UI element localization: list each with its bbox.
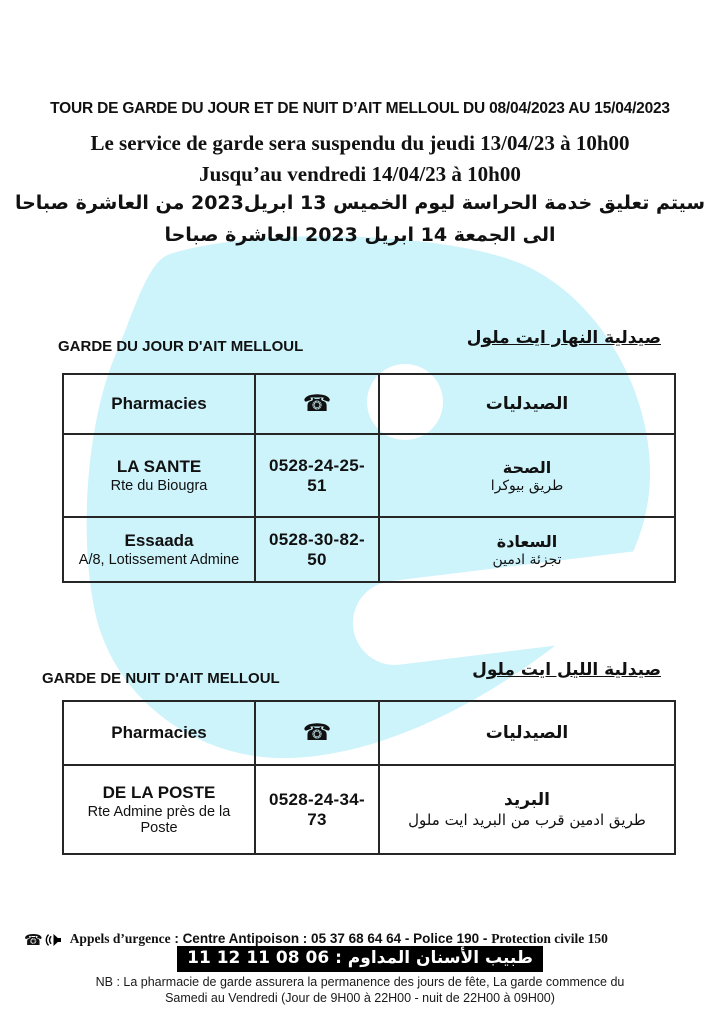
suspension-notice-ar-line1: سيتم تعليق خدمة الحراسة ليوم الخميس 13 ابريل2023 من العاشرة صباحا bbox=[14, 192, 706, 214]
day-guard-table bbox=[62, 373, 676, 583]
pharmacy-name: LA SANTE bbox=[116, 457, 202, 476]
table-row bbox=[63, 434, 675, 517]
suspension-notice-fr-line2: Jusqu’au vendredi 14/04/23 à 10h00 bbox=[199, 162, 521, 186]
pharmacy-address: Rte du Biougra bbox=[110, 478, 208, 494]
emergency-civil-protection: Protection civile 150 bbox=[491, 931, 608, 946]
night-section-title-fr: GARDE DE NUIT D'AIT MELLOUL bbox=[42, 670, 280, 687]
night-table-header-row bbox=[63, 701, 675, 765]
page-title: TOUR DE GARDE DU JOUR ET DE NUIT D’AIT MELLOUL DU 08/04/2023 AU 15/04/2023 bbox=[50, 100, 670, 117]
pharmacy-phone: 0528-30-82-50 bbox=[255, 517, 379, 582]
loudspeaker-icon bbox=[45, 933, 62, 947]
column-header-pharmacies: Pharmacies bbox=[63, 374, 255, 434]
pharmacy-name-ar: البريد bbox=[504, 790, 550, 810]
pharmacy-cell bbox=[63, 765, 255, 854]
column-header-pharmacies-ar: الصيدليات bbox=[379, 701, 675, 765]
suspension-notice-fr-line1: Le service de garde sera suspendu du jeudi 13/04/23 à 10h00 bbox=[90, 131, 630, 155]
dentist-on-duty-banner: طبيب الأسنان المداوم : 06 08 11 12 11 bbox=[177, 946, 543, 972]
column-header-pharmacies: Pharmacies bbox=[63, 701, 255, 765]
table-row bbox=[63, 517, 675, 582]
pharmacy-address-ar: طريق ادمين قرب من البريد ايت ملول bbox=[408, 811, 646, 829]
dentist-banner-wrap bbox=[0, 946, 720, 972]
pharmacy-address: Rte Admine près de la Poste bbox=[87, 804, 231, 836]
telephone-icon: ☎ bbox=[24, 931, 43, 949]
emergency-label: Appels d’urgence bbox=[69, 931, 171, 946]
pharmacy-cell bbox=[63, 517, 255, 582]
pharmacy-cell-ar bbox=[379, 517, 675, 582]
day-section-title-fr: GARDE DU JOUR D'AIT MELLOUL bbox=[58, 338, 304, 355]
pharmacy-address-ar: طريق بيوكرا bbox=[490, 477, 564, 494]
nb-note-line1: NB : La pharmacie de garde assurera la permanence des jours de fête, La garde commence du bbox=[95, 975, 625, 989]
telephone-icon: ☎ bbox=[255, 701, 379, 765]
pharmacy-phone: 0528-24-25-51 bbox=[255, 434, 379, 517]
night-section-title-ar: صيدلية الليل ايت ملول bbox=[472, 660, 661, 680]
pharmacy-cell-ar bbox=[379, 434, 675, 517]
pharmacy-name: Essaada bbox=[124, 531, 194, 550]
pharmacy-name-ar: السعادة bbox=[496, 531, 558, 551]
day-table-header-row bbox=[63, 374, 675, 434]
emergency-colon: : bbox=[170, 931, 183, 946]
suspension-notice-ar-line2: الى الجمعة 14 ابريل 2023 العاشرة صباحا bbox=[164, 224, 556, 246]
table-row bbox=[63, 765, 675, 854]
nb-note-line2: Samedi au Vendredi (Jour de 9H00 à 22H00 - nuit de 22H00 à 09H00) bbox=[165, 991, 555, 1005]
pharmacy-cell bbox=[63, 434, 255, 517]
pharmacy-address-ar: تجزئة ادمين bbox=[492, 551, 562, 568]
pharmacy-name: DE LA POSTE bbox=[102, 783, 216, 802]
night-guard-table bbox=[62, 700, 676, 855]
emergency-main-numbers: Centre Antipoison : 05 37 68 64 64 - Police 190 - bbox=[182, 931, 492, 946]
pharmacy-name-ar: الصحة bbox=[502, 457, 552, 477]
day-section-title-ar: صيدلية النهار ايت ملول bbox=[466, 328, 661, 348]
pharmacy-cell-ar bbox=[379, 765, 675, 854]
column-header-pharmacies-ar: الصيدليات bbox=[379, 374, 675, 434]
pharmacy-phone: 0528-24-34-73 bbox=[255, 765, 379, 854]
pharmacy-address: A/8, Lotissement Admine bbox=[78, 552, 240, 568]
telephone-icon: ☎ bbox=[255, 374, 379, 434]
